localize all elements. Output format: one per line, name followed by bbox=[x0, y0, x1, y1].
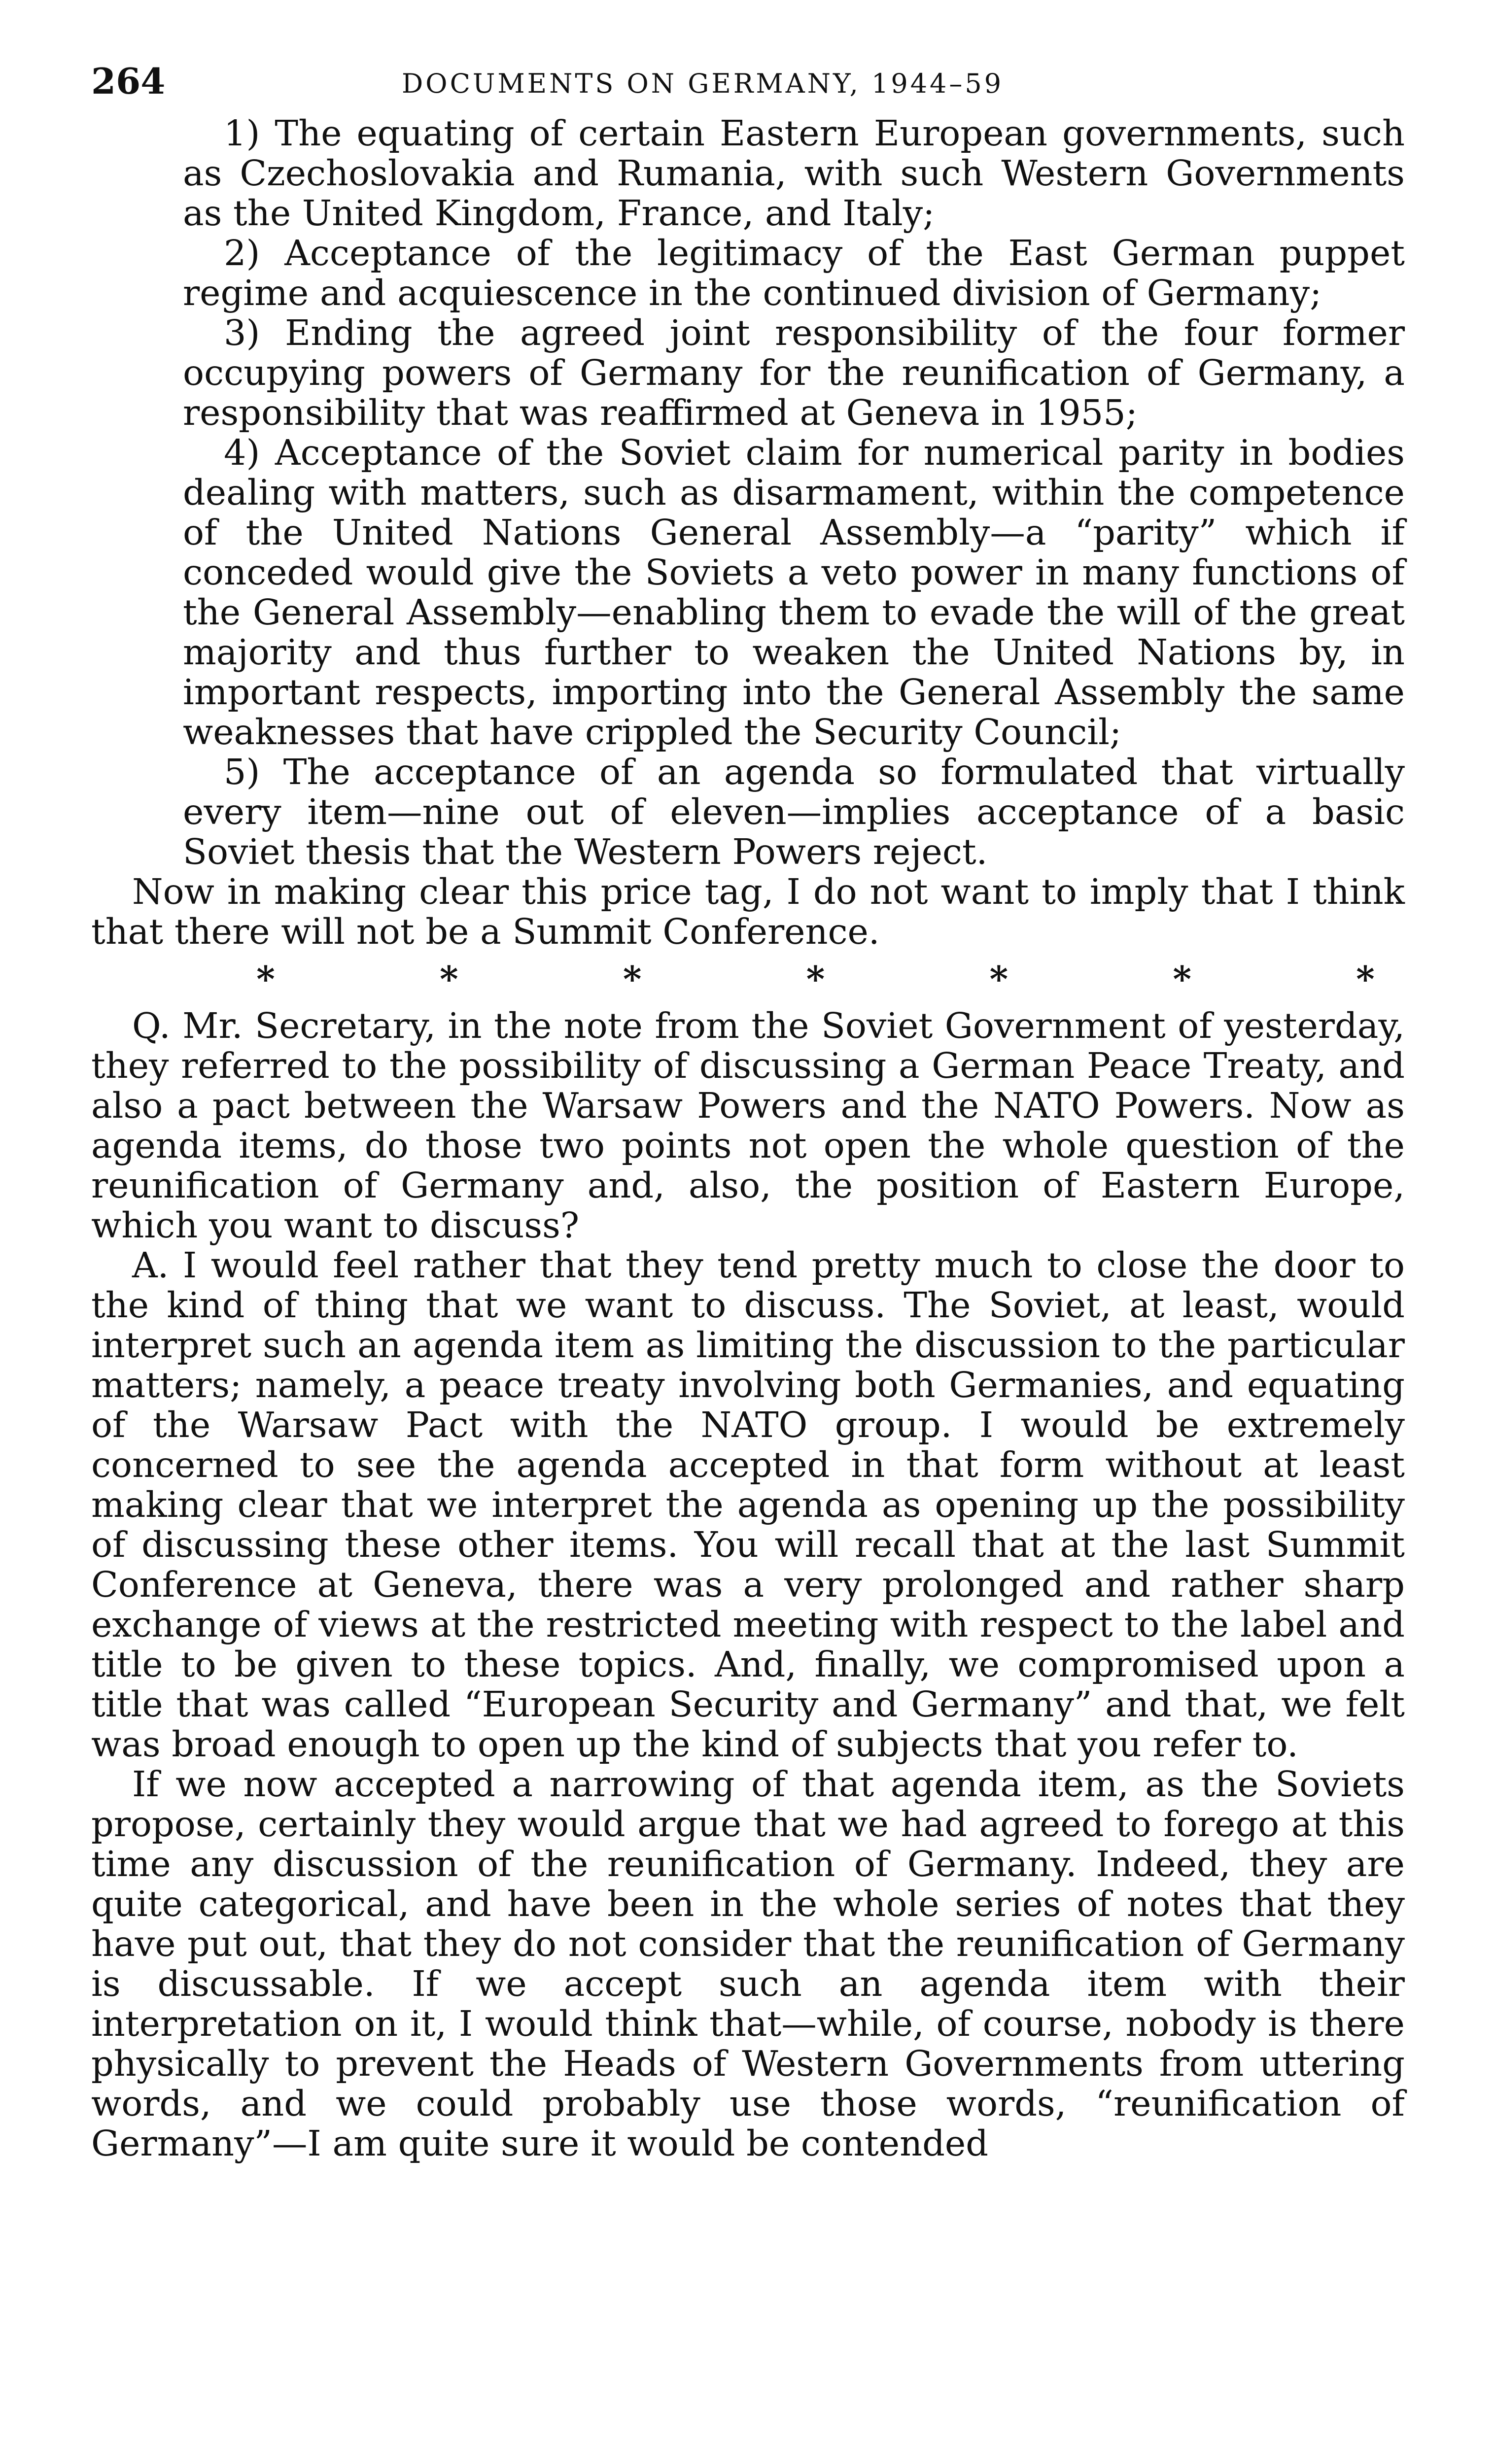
page-number: 264 bbox=[91, 60, 166, 102]
list-item: 3) Ending the agreed joint responsibility of the four former occupying powers of Germany for the reunification of Germany, a responsibility that was reaffirmed at Geneva in 1955; bbox=[183, 312, 1405, 433]
numbered-list bbox=[91, 113, 1405, 872]
asterisk: * bbox=[1356, 958, 1375, 1000]
asterisk: * bbox=[989, 958, 1008, 1000]
section-separator bbox=[91, 952, 1405, 1006]
running-title: DOCUMENTS ON GERMANY, 1944–59 bbox=[402, 68, 1004, 99]
document-page bbox=[91, 59, 1405, 2163]
answer-paragraph: If we now accepted a narrowing of that agenda item, as the Soviets propose, certainly they would argue that we had agreed to forego at this time any discussion of the reunification of Germany. Indeed, they are quite categorical, and have been in the whole series of notes that they have put out, that they do not consider that the reunification of Germany is discussable. If we accept such an agenda item with their interpretation on it, I would think that—while, of course, nobody is there physically to prevent the Heads of Western Governments from uttering words, and we could probably use those words, “reunification of Germany”—I am quite sure it would be contended bbox=[91, 1764, 1405, 2164]
running-head bbox=[91, 59, 1405, 113]
asterisk: * bbox=[623, 958, 642, 1000]
list-item: 1) The equating of certain Eastern European governments, such as Czechoslovakia and Rumania, with such Western Governments as the United Kingdom, France, and Italy; bbox=[183, 113, 1405, 234]
asterisk: * bbox=[1173, 958, 1191, 1000]
asterisk: * bbox=[806, 958, 825, 1000]
list-item: 4) Acceptance of the Soviet claim for numerical parity in bodies dealing with matters, such as disarmament, within the competence of the United Nations General Assembly—a “parity” which if conceded would give the Soviets a veto power in many functions of the General Assembly—enabling them to evade the will of the great majority and thus further to weaken the United Nations by, in important respects, importing into the General Assembly the same weaknesses that have crippled the Security Council; bbox=[183, 432, 1405, 753]
closing-paragraph: Now in making clear this price tag, I do not want to imply that I think that there will not be a Summit Conference. bbox=[91, 871, 1405, 952]
list-item: 2) Acceptance of the legitimacy of the East German puppet regime and acquiescence in the continued division of Germany; bbox=[183, 233, 1405, 313]
question-paragraph: Q. Mr. Secretary, in the note from the Soviet Government of yesterday, they referred to the possibility of discussing a German Peace Treaty, and also a pact between the Warsaw Powers and the NATO Powers. Now as agenda items, do those two points not open the whole question of the reunification of Germany and, also, the position of Eastern Europe, which you want to discuss? bbox=[91, 1005, 1405, 1246]
asterisk: * bbox=[440, 958, 458, 1000]
answer-paragraph: A. I would feel rather that they tend pretty much to close the door to the kind of thing that we want to discuss. The Soviet, at least, would interpret such an agenda item as limiting the discussion to the particular matters; namely, a peace treaty involving both Germanies, and equating of the Warsaw Pact with the NATO group. I would be extremely concerned to see the agenda accepted in that form without at least making clear that we interpret the agenda as opening up the possibility of discussing these other items. You will recall that at the last Summit Conference at Geneva, there was a very prolonged and rather sharp exchange of views at the restricted meeting with respect to the label and title to be given to these topics. And, finally, we compromised upon a title that was called “European Security and Germany” and that, we felt was broad enough to open up the kind of subjects that you refer to. bbox=[91, 1245, 1405, 1765]
asterisk: * bbox=[256, 958, 275, 1000]
body-text bbox=[91, 113, 1405, 2163]
list-item: 5) The acceptance of an agenda so formulated that virtually every item—nine out of eleven—implies acceptance of a basic Soviet thesis that the Western Powers reject. bbox=[183, 752, 1405, 872]
